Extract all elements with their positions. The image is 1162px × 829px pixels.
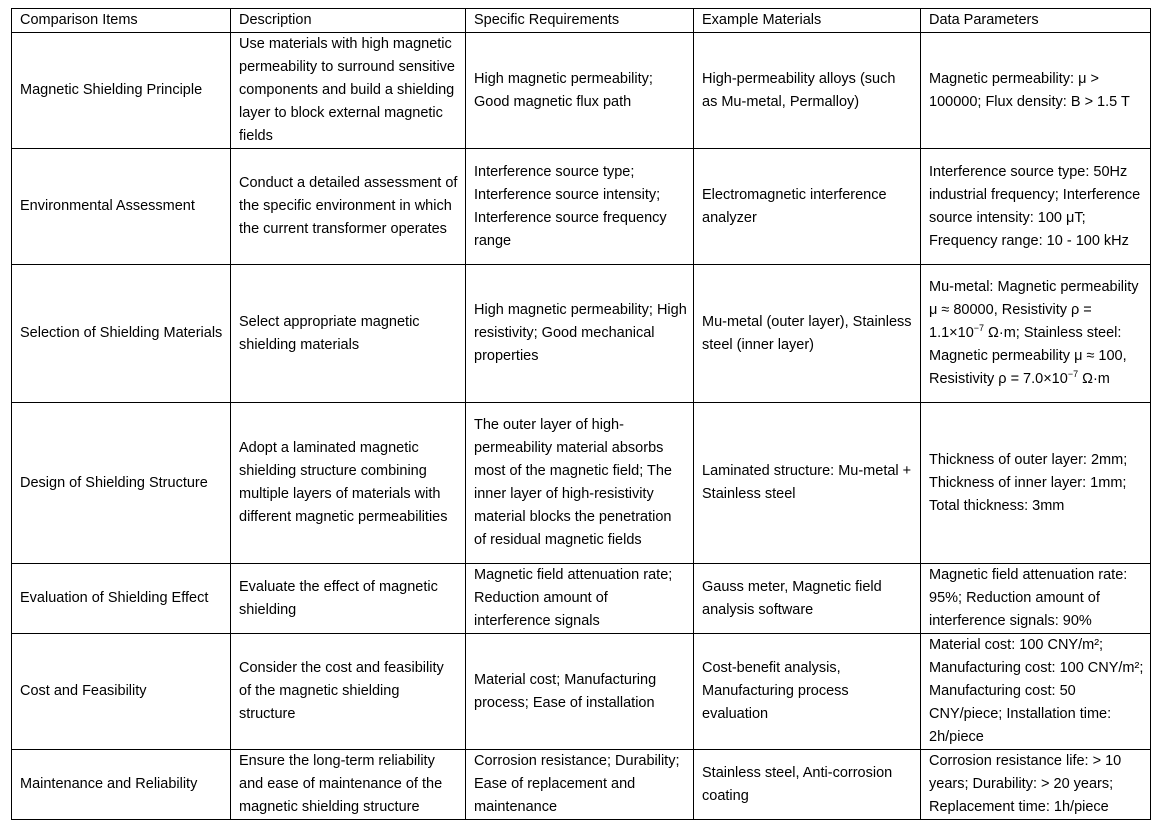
cell-requirements: Corrosion resistance; Durability; Ease of replacement and maintenance (466, 750, 694, 820)
table-row (12, 265, 1151, 403)
header-description: Description (231, 9, 466, 33)
cell-description: Use materials with high magnetic permeability to surround sensitive components and build a shielding layer to block external magnetic fields (231, 33, 466, 149)
cell-parameters: Magnetic field attenuation rate: 95%; Reduction amount of interference signals: 90% (921, 564, 1151, 634)
cell-item: Cost and Feasibility (12, 634, 231, 750)
cell-item: Design of Shielding Structure (12, 403, 231, 564)
cell-parameters: Magnetic permeability: μ > 100000; Flux density: B > 1.5 T (921, 33, 1151, 149)
cell-parameters: Corrosion resistance life: > 10 years; Durability: > 20 years; Replacement time: 1h/piece (921, 750, 1151, 820)
cell-description: Evaluate the effect of magnetic shielding (231, 564, 466, 634)
cell-item: Environmental Assessment (12, 149, 231, 265)
cell-requirements: Magnetic field attenuation rate; Reduction amount of interference signals (466, 564, 694, 634)
table-row (12, 634, 1151, 750)
cell-materials: High-permeability alloys (such as Mu-metal, Permalloy) (694, 33, 921, 149)
comparison-table (11, 8, 1151, 820)
cell-materials: Laminated structure: Mu-metal + Stainless steel (694, 403, 921, 564)
cell-requirements: Material cost; Manufacturing process; Ease of installation (466, 634, 694, 750)
table-row (12, 564, 1151, 634)
cell-description: Select appropriate magnetic shielding materials (231, 265, 466, 403)
cell-item: Evaluation of Shielding Effect (12, 564, 231, 634)
cell-description: Ensure the long-term reliability and ease of maintenance of the magnetic shielding structure (231, 750, 466, 820)
cell-materials: Cost-benefit analysis, Manufacturing process evaluation (694, 634, 921, 750)
param-stainless-steel: Stainless steel: Magnetic permeability μ ≈ 100, Resistivity ρ = 7.0×10 (929, 325, 1127, 387)
param-stainless-steel-exponent: −7 (1067, 369, 1079, 379)
cell-description: Conduct a detailed assessment of the specific environment in which the current transformer operates (231, 149, 466, 265)
cell-description: Consider the cost and feasibility of the magnetic shielding structure (231, 634, 466, 750)
cell-requirements: High magnetic permeability; Good magnetic flux path (466, 33, 694, 149)
table-row (12, 33, 1151, 149)
table-header-row (12, 9, 1151, 33)
header-comparison-items: Comparison Items (12, 9, 231, 33)
cell-materials: Electromagnetic interference analyzer (694, 149, 921, 265)
cell-parameters (921, 265, 1151, 403)
header-example-materials: Example Materials (694, 9, 921, 33)
cell-materials: Gauss meter, Magnetic field analysis software (694, 564, 921, 634)
table-row (12, 403, 1151, 564)
cell-requirements: High magnetic permeability; High resistivity; Good mechanical properties (466, 265, 694, 403)
cell-materials: Mu-metal (outer layer), Stainless steel (inner layer) (694, 265, 921, 403)
cell-parameters: Thickness of outer layer: 2mm; Thickness of inner layer: 1mm; Total thickness: 3mm (921, 403, 1151, 564)
param-mu-metal-unit: Ω·m; (984, 325, 1020, 341)
param-stainless-steel-unit: Ω·m (1078, 371, 1110, 387)
table-row (12, 149, 1151, 265)
cell-description: Adopt a laminated magnetic shielding structure combining multiple layers of materials with different magnetic permeabilities (231, 403, 466, 564)
cell-item: Selection of Shielding Materials (12, 265, 231, 403)
cell-parameters: Interference source type: 50Hz industrial frequency; Interference source intensity: 100 μT; Frequency range: 10 - 100 kHz (921, 149, 1151, 265)
header-specific-requirements: Specific Requirements (466, 9, 694, 33)
table-row (12, 750, 1151, 820)
header-data-parameters: Data Parameters (921, 9, 1151, 33)
cell-item: Magnetic Shielding Principle (12, 33, 231, 149)
param-mu-metal-exponent: −7 (973, 323, 985, 333)
cell-item: Maintenance and Reliability (12, 750, 231, 820)
cell-requirements: The outer layer of high-permeability material absorbs most of the magnetic field; The inner layer of high-resistivity material blocks the penetration of residual magnetic fields (466, 403, 694, 564)
comparison-table-container (11, 8, 1151, 820)
cell-materials: Stainless steel, Anti-corrosion coating (694, 750, 921, 820)
param-mu-metal: Mu-metal: Magnetic permeability μ ≈ 80000, Resistivity ρ = 1.1×10 (929, 279, 1139, 341)
cell-requirements: Interference source type; Interference source intensity; Interference source frequency range (466, 149, 694, 265)
cell-parameters: Material cost: 100 CNY/m²; Manufacturing cost: 100 CNY/m²; Manufacturing cost: 50 CNY/piece; Installation time: 2h/piece (921, 634, 1151, 750)
